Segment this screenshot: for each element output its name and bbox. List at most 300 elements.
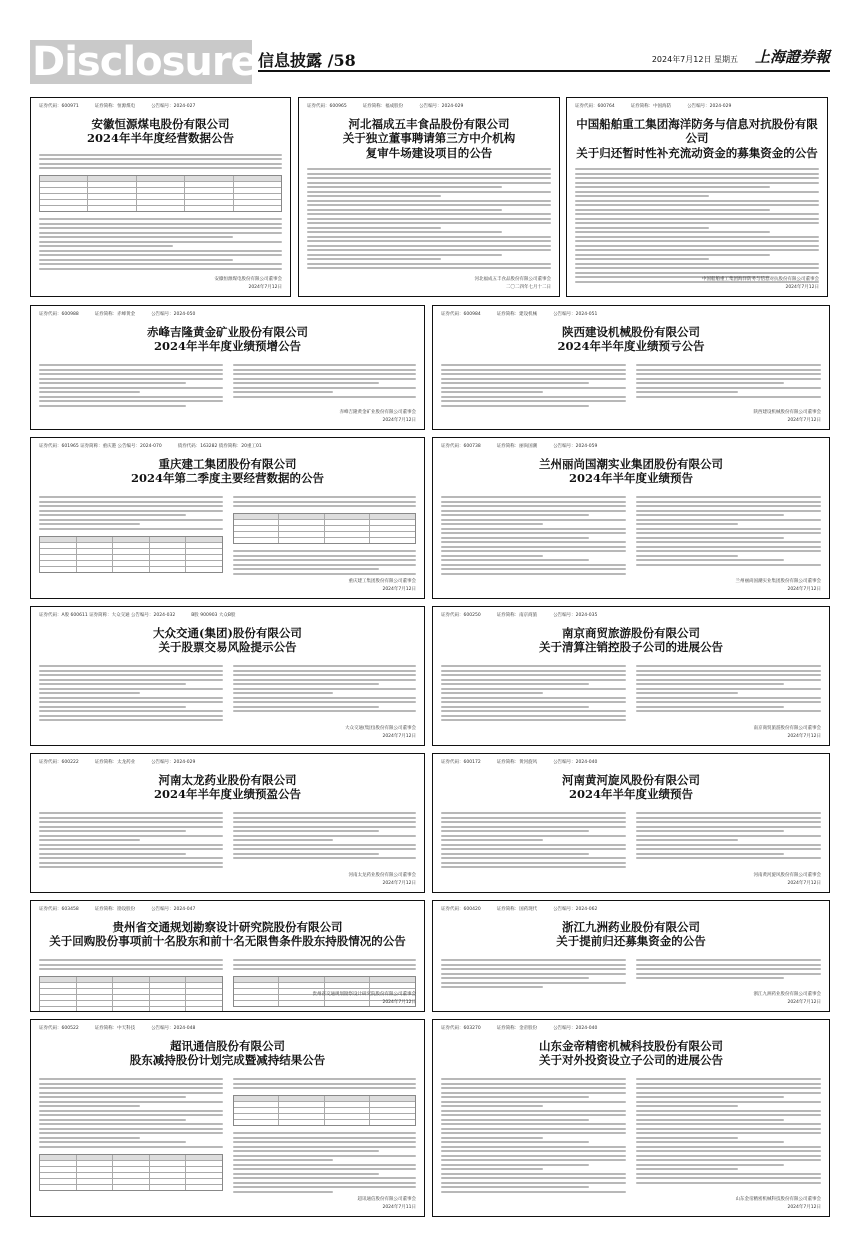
text-line [39, 364, 223, 366]
announcement-body [441, 494, 821, 578]
table-cell [40, 1161, 77, 1166]
signature-line: 2024年7月12日 [785, 285, 819, 290]
table-cell [279, 977, 325, 982]
text-line [39, 715, 223, 717]
stock-code-line [39, 759, 416, 765]
table-cell [40, 1167, 77, 1172]
table-cell [186, 555, 222, 560]
table-cell [137, 176, 185, 181]
text-line [636, 1114, 821, 1116]
signature-line: 2024年7月12日 [382, 418, 416, 423]
stock-code-item: 证券代码：600172 [441, 760, 481, 765]
text-line [39, 817, 223, 819]
text-line [441, 1159, 626, 1161]
stock-code-item: 证券代码：600250 [441, 613, 481, 618]
table-cell [113, 1179, 150, 1184]
announcement-title: 河北福成五丰食品股份有限公司 [348, 117, 510, 131]
table-cell [40, 206, 88, 211]
signature-block [754, 409, 822, 425]
body-column [39, 810, 223, 871]
table-cell [370, 1108, 415, 1113]
table-cell [325, 983, 371, 988]
table-cell [40, 537, 77, 542]
text-line [441, 853, 589, 855]
table-cell [186, 1007, 222, 1012]
text-line [575, 245, 819, 247]
table-cell [234, 1102, 280, 1107]
signature-line: 河北福成五丰食品股份有限公司董事会 [474, 277, 551, 282]
signature-line: 2024年7月12日 [787, 881, 821, 886]
table-cell [150, 567, 187, 572]
table-cell [234, 983, 280, 988]
text-line [636, 514, 784, 516]
text-line [39, 496, 223, 498]
text-line [39, 866, 223, 868]
text-line [233, 697, 417, 699]
stock-code-line [575, 103, 819, 109]
table-cell [88, 188, 136, 193]
text-line [39, 378, 223, 380]
text-line [441, 1146, 626, 1148]
text-line [307, 168, 551, 170]
table-cell [186, 995, 222, 1000]
text-line [39, 839, 140, 841]
table-cell [185, 188, 233, 193]
table-cell [370, 1102, 415, 1107]
announcement-body [307, 168, 551, 269]
table-cell [88, 182, 136, 187]
stock-code-item: 公告编号：2024-029 [151, 760, 196, 765]
text-line [233, 1146, 417, 1148]
table-cell [77, 543, 114, 548]
signature-block [358, 1196, 417, 1212]
announcement-a15 [432, 1019, 830, 1217]
announcement-a13 [432, 900, 830, 1012]
text-line [307, 177, 551, 179]
announcement-body [441, 957, 821, 991]
text-line [233, 839, 334, 841]
table-cell [279, 526, 325, 531]
signature-line: 陕西建设机械股份有限公司董事会 [753, 410, 821, 415]
text-line [307, 263, 551, 265]
text-line [441, 710, 626, 712]
table-cell [185, 176, 233, 181]
body-column [636, 957, 821, 991]
text-line [233, 844, 417, 846]
table-cell [325, 977, 371, 982]
text-line [233, 710, 417, 712]
text-line [575, 191, 819, 193]
text-line [441, 844, 626, 846]
stock-code-line [441, 311, 821, 317]
signature-block [754, 725, 822, 741]
text-line [39, 382, 186, 384]
text-line [441, 550, 626, 552]
table-cell [150, 537, 187, 542]
text-line [636, 1087, 821, 1089]
table-cell [279, 1102, 325, 1107]
text-line [233, 559, 417, 561]
stock-code-item: 证券代码：600222 [39, 760, 79, 765]
announcement-body [39, 494, 416, 579]
table-cell [234, 1108, 280, 1113]
text-line [441, 523, 543, 525]
text-line [575, 263, 819, 265]
text-line [575, 222, 819, 224]
signature-line: 2024年7月12日 [787, 587, 821, 592]
body-column [441, 663, 626, 724]
table-cell [88, 206, 136, 211]
text-line [441, 391, 543, 393]
table-cell [150, 1161, 187, 1166]
table-cell [113, 1173, 150, 1178]
stock-code-line [39, 443, 416, 449]
text-line [441, 977, 589, 979]
text-line [575, 168, 819, 170]
stock-code-item: 公告编号：2024-047 [151, 907, 196, 912]
text-line [441, 973, 626, 975]
table-cell [234, 194, 281, 199]
text-line [233, 826, 417, 828]
data-table [39, 1154, 223, 1191]
text-line [233, 501, 417, 503]
text-line [39, 391, 140, 393]
text-line [636, 692, 738, 694]
text-line [441, 812, 626, 814]
text-line [636, 1141, 784, 1143]
text-line [39, 373, 223, 375]
announcement-a14 [30, 1019, 425, 1217]
text-line [39, 167, 282, 169]
signature-line: 浙江九洲药业股份有限公司董事会 [753, 992, 821, 997]
table-cell [186, 1173, 222, 1178]
text-line [441, 826, 626, 828]
signature-line: 2024年7月12日 [787, 734, 821, 739]
announcement-title: 大众交通(集团)股份有限公司 [153, 626, 302, 640]
announcement-body [575, 168, 819, 283]
text-line [636, 546, 821, 548]
body-column [233, 810, 417, 871]
text-line [39, 1141, 186, 1143]
table-cell [113, 1185, 150, 1190]
stock-code-item: 债券代码：163282 债券简称：20重工01 [177, 444, 262, 449]
announcement-body [441, 810, 821, 871]
text-line [575, 186, 770, 188]
section-name: 信息披露 [258, 51, 323, 70]
signature-line: 河南太龙药业股份有限公司董事会 [348, 873, 416, 878]
table-row [40, 567, 222, 572]
signature-line: 河南黄河旋风股份有限公司董事会 [753, 873, 821, 878]
body-column [441, 1076, 626, 1196]
text-line [441, 505, 626, 507]
text-line [441, 405, 589, 407]
signature-line: 2024年7月12日 [787, 1000, 821, 1005]
text-line [233, 1191, 334, 1193]
text-line [307, 186, 502, 188]
table-cell [113, 1167, 150, 1172]
stock-code-item: 证券代码：603458 [39, 907, 79, 912]
table-row [40, 1007, 222, 1012]
text-line [233, 1132, 417, 1134]
text-line [441, 835, 626, 837]
text-line [39, 245, 173, 247]
text-line [441, 692, 543, 694]
text-line [39, 1128, 223, 1130]
text-line [39, 830, 186, 832]
stock-code-item: 证券简称：黄河旋风 [496, 760, 538, 765]
announcement-title: 2024年半年度业绩预亏公告 [557, 339, 705, 354]
text-line [233, 853, 380, 855]
text-line [39, 857, 223, 859]
text-line [575, 227, 709, 229]
table-cell [113, 1155, 150, 1160]
table-cell [185, 194, 233, 199]
table-cell [279, 1096, 325, 1101]
issue-date: 2024年7月12日 星期五 [651, 55, 738, 64]
table-cell [40, 995, 77, 1000]
table-cell [77, 1185, 114, 1190]
text-line [39, 844, 223, 846]
text-line [441, 719, 626, 721]
stock-code-item: 证券简称：勘设股份 [94, 907, 136, 912]
text-line [636, 853, 784, 855]
text-line [636, 706, 784, 708]
table-cell [234, 1001, 280, 1006]
announcement-title: 关于股票交易风险提示公告 [158, 640, 297, 655]
table-cell [186, 1179, 222, 1184]
stock-code-item: 公告编号：2024-059 [553, 444, 598, 449]
stock-code-item: 公告编号：2024-048 [151, 1026, 196, 1031]
announcement-title: 重庆建工集团股份有限公司 [158, 457, 297, 471]
text-line [575, 249, 819, 251]
table-cell [234, 526, 280, 531]
text-line [307, 227, 441, 229]
text-line [307, 258, 441, 260]
text-line [441, 1132, 626, 1134]
text-line [39, 154, 282, 156]
stock-code-item: 证券简称：国药现代 [496, 907, 538, 912]
table-cell [150, 555, 187, 560]
text-line [441, 378, 626, 380]
text-line [39, 254, 282, 256]
text-line [636, 1164, 784, 1166]
text-line [233, 1150, 380, 1152]
text-line [575, 177, 819, 179]
text-line [441, 1128, 626, 1130]
body-column [441, 810, 626, 871]
text-line [39, 812, 223, 814]
text-line [39, 679, 223, 681]
announcement-title: 兰州丽尚国潮实业集团股份有限公司 [539, 457, 723, 471]
announcement-title: 2024年半年度业绩预告 [568, 787, 693, 802]
text-line [636, 519, 821, 521]
table-cell [234, 1120, 280, 1125]
text-line [307, 240, 551, 242]
body-column [39, 663, 223, 724]
text-line [233, 692, 334, 694]
table-cell [40, 543, 77, 548]
text-line [441, 514, 589, 516]
text-line [636, 1132, 821, 1134]
body-column [636, 1076, 821, 1196]
text-line [636, 844, 821, 846]
table-cell [370, 983, 415, 988]
text-line [575, 182, 819, 184]
announcement-title: 超讯通信股份有限公司 [170, 1039, 285, 1053]
text-line [39, 218, 282, 220]
text-line [636, 688, 821, 690]
table-cell [279, 520, 325, 525]
signature-line: 重庆建工集团股份有限公司董事会 [348, 579, 416, 584]
text-line [39, 514, 186, 516]
stock-code-line [307, 103, 551, 109]
text-line [636, 369, 821, 371]
text-line [39, 835, 223, 837]
text-line [233, 1186, 417, 1188]
text-line [636, 830, 784, 832]
text-line [575, 258, 709, 260]
text-line [39, 1092, 223, 1094]
announcement-a7 [432, 437, 830, 599]
table-cell [325, 1102, 371, 1107]
signature-block [702, 276, 819, 292]
text-line [441, 400, 626, 402]
text-line [39, 706, 186, 708]
table-cell [113, 555, 150, 560]
table-cell [150, 543, 187, 548]
body-column [441, 957, 626, 991]
text-line [307, 254, 502, 256]
table-cell [186, 537, 222, 542]
stock-code-item: 证券简称：南京商旅 [496, 613, 538, 618]
table-cell [77, 989, 114, 994]
text-line [307, 236, 551, 238]
stock-code-item: 证券代码：600984 [441, 312, 481, 317]
text-line [233, 1173, 380, 1175]
table-cell [234, 538, 280, 543]
header-rule [258, 70, 830, 72]
announcement-body [39, 362, 416, 410]
text-line [636, 1092, 821, 1094]
text-line [39, 1101, 223, 1103]
stock-code-item: 证券简称：福成股份 [362, 104, 404, 109]
stock-code-item: 证券简称：赤峰黄金 [94, 312, 136, 317]
text-line [307, 191, 551, 193]
text-line [441, 541, 626, 543]
announcement-title: 关于清算注销控股子公司的进展公告 [539, 640, 723, 655]
body-column [233, 663, 417, 724]
announcement-title: 安徽恒源煤电股份有限公司 [91, 117, 230, 131]
text-line [575, 200, 819, 202]
text-line [636, 959, 821, 961]
text-line [636, 968, 821, 970]
text-line [636, 391, 738, 393]
text-line [233, 821, 417, 823]
table-cell [150, 1155, 187, 1160]
signature-line: 2024年7月12日 [382, 734, 416, 739]
table-cell [88, 194, 136, 199]
table-cell [137, 188, 185, 193]
body-column [636, 810, 821, 871]
text-line [575, 218, 819, 220]
table-cell [234, 520, 280, 525]
table-cell [40, 555, 77, 560]
table-cell [40, 1001, 77, 1006]
text-line [636, 1155, 821, 1157]
announcement-a6 [30, 437, 425, 599]
text-line [441, 519, 626, 521]
table-cell [279, 532, 325, 537]
table-row [40, 206, 281, 211]
text-line [441, 1150, 626, 1152]
text-line [39, 683, 186, 685]
announcement-title: 2024年半年度业绩预增公告 [153, 339, 301, 354]
signature-line: 2024年7月12日 [382, 881, 416, 886]
table-cell [325, 1108, 371, 1113]
text-line [636, 550, 821, 552]
text-line [307, 213, 551, 215]
signature-line: 2024年7月12日 [382, 587, 416, 592]
text-line [441, 670, 626, 672]
text-line [441, 674, 626, 676]
text-line [39, 701, 223, 703]
table-cell [150, 995, 187, 1000]
text-line [39, 241, 282, 243]
stock-code-line [441, 759, 821, 765]
text-line [441, 501, 626, 503]
stock-code-item: 证券代码：600965 [307, 104, 347, 109]
signature-block [754, 872, 822, 888]
text-line [39, 369, 223, 371]
announcement-a5 [432, 305, 830, 430]
text-line [307, 249, 551, 251]
text-line [441, 1191, 626, 1193]
signature-line: 大众交通(集团)股份有限公司董事会 [344, 726, 416, 731]
stock-code-line [39, 1025, 416, 1031]
text-line [636, 523, 738, 525]
text-line [39, 719, 223, 721]
text-line [233, 817, 417, 819]
announcement-title: 山东金帝精密机械科技股份有限公司 [539, 1039, 723, 1053]
body-column [39, 494, 223, 579]
text-line [441, 1141, 589, 1143]
text-line [441, 1114, 626, 1116]
text-line [636, 848, 821, 850]
text-line [636, 835, 821, 837]
text-line [636, 1110, 821, 1112]
text-line [39, 1119, 186, 1121]
text-line [39, 1123, 223, 1125]
stock-code-item: 公告编号：2024-062 [553, 907, 598, 912]
stock-code-line [39, 906, 416, 912]
stock-code-item: 证券代码：601965 证券简称：重庆港 公告编号：2024-070 [39, 444, 162, 449]
section-title [258, 48, 356, 71]
table-cell [325, 526, 371, 531]
text-line [39, 1087, 223, 1089]
table-cell [77, 549, 114, 554]
table-cell [137, 194, 185, 199]
table-cell [40, 182, 88, 187]
text-line [441, 1164, 589, 1166]
table-cell [325, 520, 371, 525]
text-line [441, 697, 626, 699]
text-line [233, 1168, 417, 1170]
text-line [441, 821, 626, 823]
table-cell [150, 561, 187, 566]
announcement-title: 关于独立董事聘请第三方中介机构 [342, 131, 516, 146]
table-cell [77, 983, 114, 988]
text-line [636, 812, 821, 814]
